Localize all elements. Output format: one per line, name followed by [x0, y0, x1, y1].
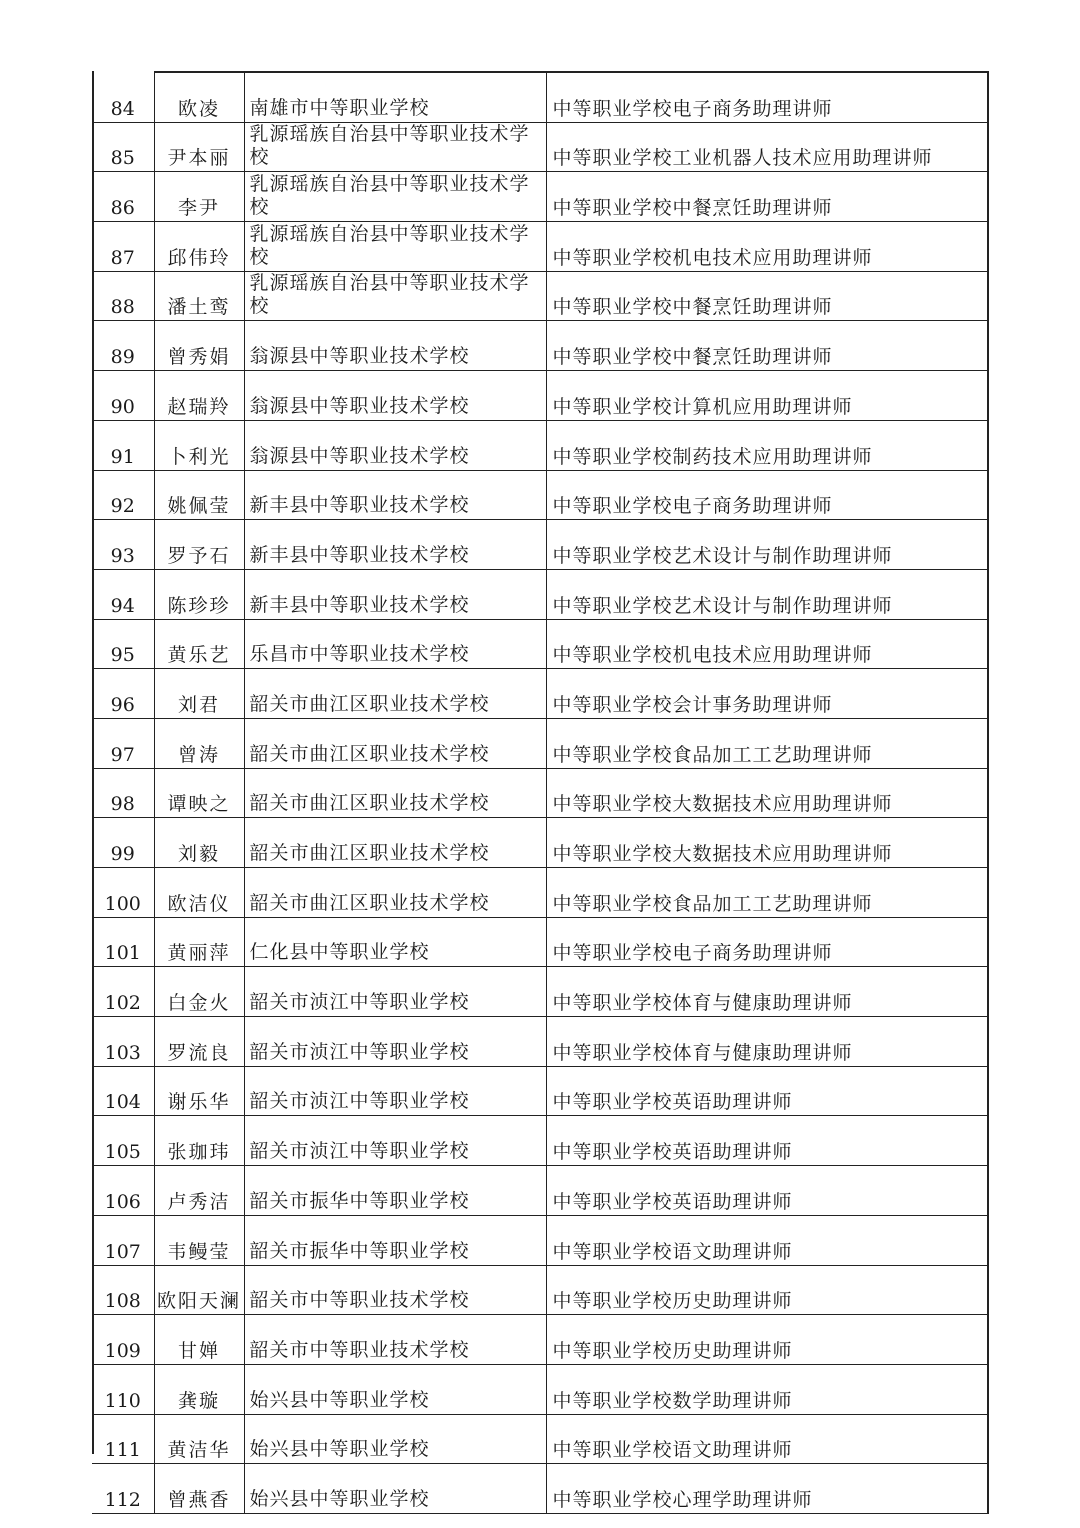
school-name: 韶关市中等职业技术学校	[244, 1265, 546, 1315]
person-name: 欧阳天澜	[154, 1265, 244, 1315]
qualification-title: 中等职业学校体育与健康助理讲师	[546, 1017, 988, 1067]
school-name: 韶关市曲江区职业技术学校	[244, 718, 546, 768]
table-row	[92, 1116, 988, 1166]
row-number: 103	[92, 1017, 154, 1067]
person-name: 黄乐艺	[154, 619, 244, 669]
table-row	[92, 818, 988, 868]
row-number: 89	[92, 321, 154, 371]
school-name: 韶关市振华中等职业学校	[244, 1166, 546, 1216]
person-name: 张珈玮	[154, 1116, 244, 1166]
school-name: 乳源瑶族自治县中等职业技术学校	[244, 122, 546, 172]
person-name: 欧凌	[154, 72, 244, 122]
qualification-title: 中等职业学校英语助理讲师	[546, 1166, 988, 1216]
row-number: 107	[92, 1215, 154, 1265]
table-row	[92, 122, 988, 172]
school-name: 南雄市中等职业学校	[244, 72, 546, 122]
row-number: 99	[92, 818, 154, 868]
row-number: 98	[92, 768, 154, 818]
row-number: 90	[92, 371, 154, 421]
person-name: 邱伟玲	[154, 222, 244, 272]
row-number: 105	[92, 1116, 154, 1166]
qualification-title: 中等职业学校机电技术应用助理讲师	[546, 222, 988, 272]
table-row	[92, 470, 988, 520]
table-row	[92, 718, 988, 768]
qualification-title: 中等职业学校中餐烹饪助理讲师	[546, 321, 988, 371]
school-name: 始兴县中等职业学校	[244, 1364, 546, 1414]
person-name: 卜利光	[154, 420, 244, 470]
roster-table-body	[92, 72, 988, 1513]
row-number: 110	[92, 1364, 154, 1414]
row-number: 104	[92, 1066, 154, 1116]
table-row	[92, 1166, 988, 1216]
school-name: 韶关市振华中等职业学校	[244, 1215, 546, 1265]
table-row	[92, 917, 988, 967]
school-name: 韶关市曲江区职业技术学校	[244, 768, 546, 818]
row-number: 96	[92, 669, 154, 719]
qualification-title: 中等职业学校历史助理讲师	[546, 1265, 988, 1315]
qualification-title: 中等职业学校英语助理讲师	[546, 1066, 988, 1116]
school-name: 韶关市中等职业技术学校	[244, 1315, 546, 1365]
row-number: 102	[92, 967, 154, 1017]
table-row	[92, 371, 988, 421]
school-name: 新丰县中等职业技术学校	[244, 520, 546, 570]
row-number: 95	[92, 619, 154, 669]
qualification-title: 中等职业学校语文助理讲师	[546, 1414, 988, 1464]
row-number: 88	[92, 271, 154, 321]
row-number: 112	[92, 1464, 154, 1514]
school-name: 新丰县中等职业技术学校	[244, 470, 546, 520]
row-number: 85	[92, 122, 154, 172]
qualification-title: 中等职业学校食品加工工艺助理讲师	[546, 718, 988, 768]
qualification-title: 中等职业学校中餐烹饪助理讲师	[546, 172, 988, 222]
row-number: 97	[92, 718, 154, 768]
table-row	[92, 520, 988, 570]
table-row	[92, 1414, 988, 1464]
person-name: 韦鳗莹	[154, 1215, 244, 1265]
qualification-title: 中等职业学校数学助理讲师	[546, 1364, 988, 1414]
row-number: 84	[92, 72, 154, 122]
roster-table-wrapper	[92, 71, 988, 1514]
person-name: 曾秀娟	[154, 321, 244, 371]
table-row	[92, 172, 988, 222]
school-name: 韶关市曲江区职业技术学校	[244, 669, 546, 719]
person-name: 赵瑞羚	[154, 371, 244, 421]
person-name: 黄洁华	[154, 1414, 244, 1464]
row-number: 91	[92, 420, 154, 470]
table-row	[92, 72, 988, 122]
row-number: 111	[92, 1414, 154, 1464]
table-row	[92, 1265, 988, 1315]
qualification-title: 中等职业学校历史助理讲师	[546, 1315, 988, 1365]
school-name: 韶关市曲江区职业技术学校	[244, 868, 546, 918]
person-name: 罗流良	[154, 1017, 244, 1067]
row-number: 92	[92, 470, 154, 520]
row-number: 109	[92, 1315, 154, 1365]
row-number: 108	[92, 1265, 154, 1315]
table-row	[92, 420, 988, 470]
row-number: 86	[92, 172, 154, 222]
person-name: 潘土鸾	[154, 271, 244, 321]
table-row	[92, 271, 988, 321]
qualification-title: 中等职业学校机电技术应用助理讲师	[546, 619, 988, 669]
qualification-title: 中等职业学校大数据技术应用助理讲师	[546, 768, 988, 818]
person-name: 姚佩莹	[154, 470, 244, 520]
school-name: 韶关市浈江中等职业学校	[244, 1066, 546, 1116]
school-name: 韶关市浈江中等职业学校	[244, 1017, 546, 1067]
qualification-title: 中等职业学校食品加工工艺助理讲师	[546, 868, 988, 918]
qualification-title: 中等职业学校体育与健康助理讲师	[546, 967, 988, 1017]
table-row	[92, 1315, 988, 1365]
table-row	[92, 967, 988, 1017]
person-name: 李尹	[154, 172, 244, 222]
school-name: 仁化县中等职业学校	[244, 917, 546, 967]
school-name: 乳源瑶族自治县中等职业技术学校	[244, 271, 546, 321]
table-row	[92, 619, 988, 669]
row-number: 87	[92, 222, 154, 272]
roster-table	[92, 71, 989, 1514]
school-name: 韶关市曲江区职业技术学校	[244, 818, 546, 868]
qualification-title: 中等职业学校会计事务助理讲师	[546, 669, 988, 719]
school-name: 韶关市浈江中等职业学校	[244, 1116, 546, 1166]
table-row	[92, 868, 988, 918]
person-name: 陈珍珍	[154, 569, 244, 619]
table-row	[92, 569, 988, 619]
school-name: 翁源县中等职业技术学校	[244, 371, 546, 421]
row-number: 93	[92, 520, 154, 570]
row-number: 106	[92, 1166, 154, 1216]
table-row	[92, 1066, 988, 1116]
school-name: 乳源瑶族自治县中等职业技术学校	[244, 222, 546, 272]
school-name: 乳源瑶族自治县中等职业技术学校	[244, 172, 546, 222]
school-name: 翁源县中等职业技术学校	[244, 420, 546, 470]
person-name: 卢秀洁	[154, 1166, 244, 1216]
table-row	[92, 1215, 988, 1265]
qualification-title: 中等职业学校语文助理讲师	[546, 1215, 988, 1265]
school-name: 韶关市浈江中等职业学校	[244, 967, 546, 1017]
person-name: 刘毅	[154, 818, 244, 868]
qualification-title: 中等职业学校工业机器人技术应用助理讲师	[546, 122, 988, 172]
person-name: 欧洁仪	[154, 868, 244, 918]
person-name: 刘君	[154, 669, 244, 719]
qualification-title: 中等职业学校英语助理讲师	[546, 1116, 988, 1166]
qualification-title: 中等职业学校电子商务助理讲师	[546, 470, 988, 520]
qualification-title: 中等职业学校电子商务助理讲师	[546, 917, 988, 967]
qualification-title: 中等职业学校艺术设计与制作助理讲师	[546, 520, 988, 570]
row-number: 100	[92, 868, 154, 918]
person-name: 谢乐华	[154, 1066, 244, 1116]
person-name: 曾燕香	[154, 1464, 244, 1514]
person-name: 尹本丽	[154, 122, 244, 172]
qualification-title: 中等职业学校艺术设计与制作助理讲师	[546, 569, 988, 619]
qualification-title: 中等职业学校电子商务助理讲师	[546, 72, 988, 122]
table-row	[92, 321, 988, 371]
person-name: 曾涛	[154, 718, 244, 768]
qualification-title: 中等职业学校制药技术应用助理讲师	[546, 420, 988, 470]
school-name: 乐昌市中等职业技术学校	[244, 619, 546, 669]
table-row	[92, 222, 988, 272]
qualification-title: 中等职业学校心理学助理讲师	[546, 1464, 988, 1514]
qualification-title: 中等职业学校计算机应用助理讲师	[546, 371, 988, 421]
person-name: 龚璇	[154, 1364, 244, 1414]
school-name: 新丰县中等职业技术学校	[244, 569, 546, 619]
row-number: 94	[92, 569, 154, 619]
table-row	[92, 669, 988, 719]
table-row	[92, 1017, 988, 1067]
person-name: 黄丽萍	[154, 917, 244, 967]
left-border-line	[92, 71, 94, 1454]
qualification-title: 中等职业学校大数据技术应用助理讲师	[546, 818, 988, 868]
school-name: 始兴县中等职业学校	[244, 1414, 546, 1464]
person-name: 甘婵	[154, 1315, 244, 1365]
school-name: 始兴县中等职业学校	[244, 1464, 546, 1514]
table-row	[92, 1464, 988, 1514]
school-name: 翁源县中等职业技术学校	[244, 321, 546, 371]
table-row	[92, 1364, 988, 1414]
person-name: 谭映之	[154, 768, 244, 818]
person-name: 白金火	[154, 967, 244, 1017]
qualification-title: 中等职业学校中餐烹饪助理讲师	[546, 271, 988, 321]
row-number: 101	[92, 917, 154, 967]
person-name: 罗予石	[154, 520, 244, 570]
table-row	[92, 768, 988, 818]
